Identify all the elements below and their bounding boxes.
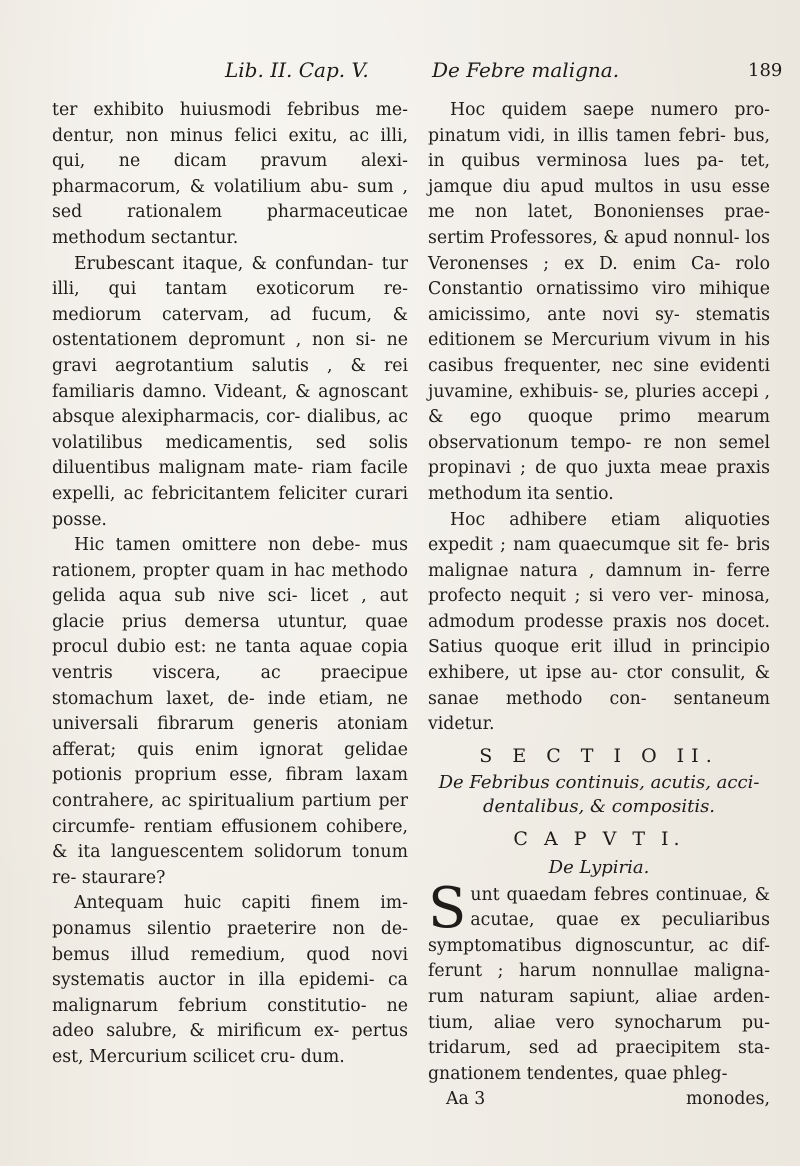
right-paragraph-1: Hoc quidem saepe numero pro- pinatum vidi, in illis tamen febri- bus, in quibus verminosa lues pa- tet, jamque diu apud multos in usu esse me non latet, Bononienses prae- sertim Professores, & apud nonnul- los Veronenses ; ex D. enim Ca- rolo Constantio ornatissimo viro mihique amicissimo, ante novi sy- stematis editionem se Mercurium vivum in his casibus frequenter, nec sine evidenti juvamine, exhibuis- se, pluries accepi , & ego quoque primo mearum observationum tempo- re non semel propinavi ; de quo juxta meae praxis methodum ita sentio.	[428, 100, 770, 504]
right-paragraph-2: Hoc adhibere etiam aliquoties expedit ; nam quaecumque sit fe- bris malignae natura , damnum in- ferre profecto nequit ; si vero ver- minosa, admodum prodesse praxis nos docet. Satius quoque erit illud in principio exhibere, ut ipse au- ctor consulit, & sanae methodo con- sentaneum videtur.	[428, 509, 770, 735]
opening-text: unt quaedam febres continuae, & acutae, quae ex peculiaribus symptomatibus dignoscuntur, ac dif- ferunt ; harum nonnullae maligna- rum naturam sapiunt, aliae arden- tium, aliae vero synocharum pu- tridarum, sed ad praecipitem sta- gnationem tendentes, quae phleg-	[428, 884, 770, 1084]
chapter-title: C A P V T I.	[513, 828, 685, 851]
left-paragraph-4: Antequam huic capiti finem im- ponamus silentio praeterire non de- bemus illud remedium, quod novi systematis auctor in illa epidemi- ca malignarum febrium constitutio- ne adeo salubre, & mirificum ex- pertus est, Mercurium scilicet cru- dum.	[52, 893, 408, 1067]
catchline	[428, 1087, 770, 1113]
right-column	[428, 98, 770, 1113]
catchword: monodes,	[686, 1089, 770, 1110]
chapter-subtitle: De Lypiria.	[548, 857, 650, 879]
section-subtitle: De Febribus continuis, acutis, acci- dentalibus, & compositis.	[438, 772, 760, 818]
drop-cap: S	[428, 875, 467, 941]
header-topic: De Febre maligna.	[432, 58, 620, 82]
chapter-opening-paragraph	[428, 875, 770, 1088]
header-book-chapter: Lib. II. Cap. V.	[225, 58, 369, 82]
running-header	[0, 58, 800, 94]
left-paragraph-1: ter exhibito huiusmodi febribus me- dentur, non minus felici exitu, ac illi, qui, ne dicam pravum alexi- pharmacorum, & volatilium abu- sum , sed rationalem pharmaceuticae methodum sectantur.	[52, 100, 408, 248]
signature-mark: Aa 3	[446, 1089, 486, 1110]
page-number: 189	[748, 60, 783, 81]
left-paragraph-2: Erubescant itaque, & confundan- tur illi, qui tantam exoticorum re- mediorum catervam, ad fucum, & ostentationem depromunt , non si- ne gravi aegrotantium salutis , & rei familiaris damno. Videant, & agnoscant absque alexipharmacis, cor- dialibus, ac volatilibus medicamentis, sed solis diluentibus malignam mate- riam facile expelli, ac febricitantem feliciter curari posse.	[52, 253, 408, 530]
left-column	[52, 98, 408, 1071]
section-title: S E C T I O II.	[479, 744, 719, 767]
left-paragraph-3: Hic tamen omittere non debe- mus rationem, propter quam in hac methodo gelida aqua sub nive sci- licet , aut glacie prius demersa utuntur, quae procul dubio est: ne tanta aquae copia ventris viscera, ac praecipue stomachum laxet, de- inde etiam, ne universali fibrarum generis atoniam afferat; quis enim ignorat gelidae potionis proprium esse, fibram laxam contrahere, ac spiritualium partium per circumfe- rentiam effusionem cohibere, & ita languescentem solidorum tonum re- staurare?	[52, 535, 408, 888]
